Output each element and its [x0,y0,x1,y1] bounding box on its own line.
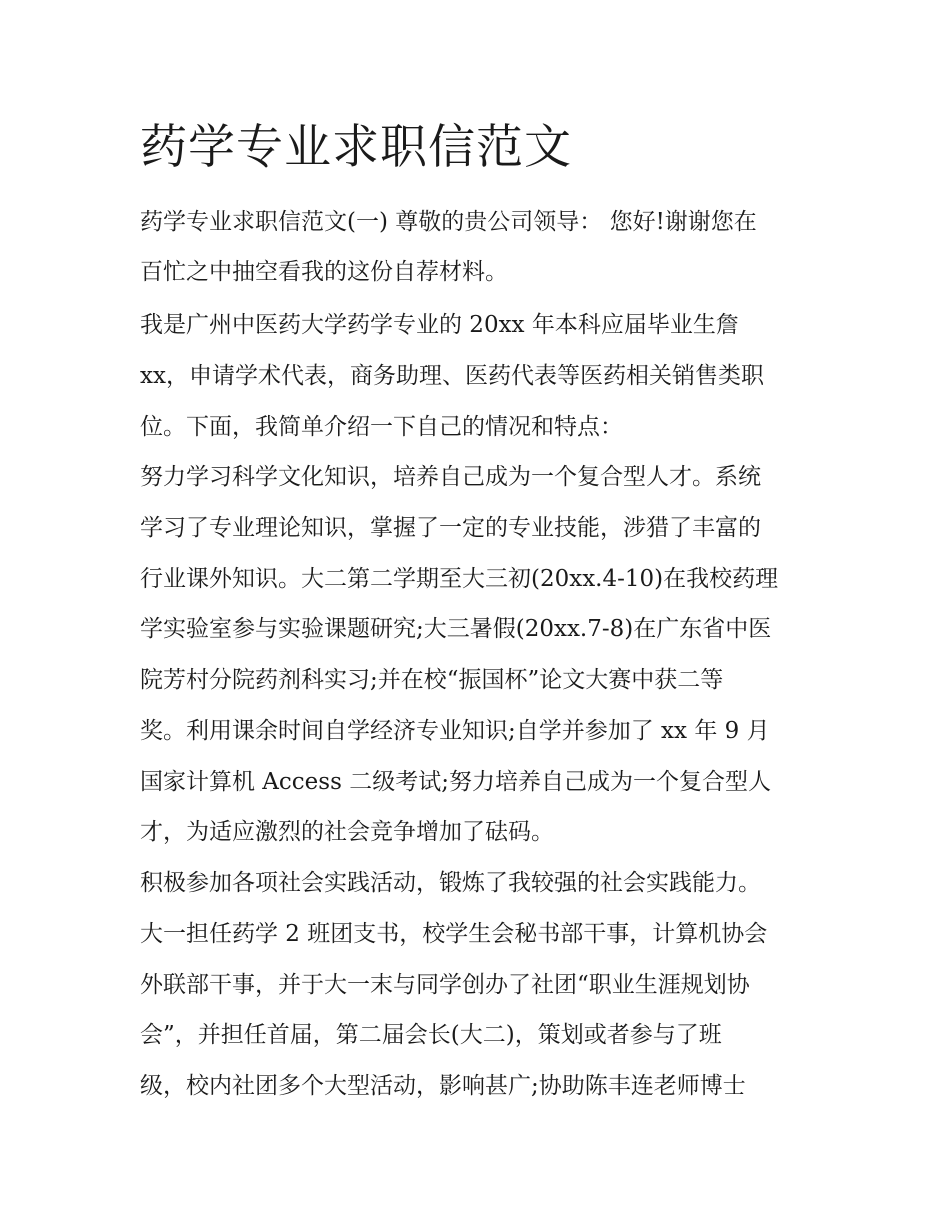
body-line: 百忙之中抽空看我的这份自荐材料。 [140,259,508,285]
body-line: 级，校内社团多个大型活动，影响甚广;协助陈丰连老师博士 [140,1073,746,1099]
body-line: 努力学习科学文化知识，培养自己成为一个复合型人才。系统 [140,464,761,490]
body-line: 我是广州中医药大学药学专业的 20xx 年本科应届毕业生詹 [140,312,739,338]
document-title: 药学专业求职信范文 [140,120,572,175]
body-line: 外联部干事，并于大一末与同学创办了社团“职业生涯规划协 [140,972,750,998]
body-line: 位。下面，我简单介绍一下自己的情况和特点： [140,414,623,440]
body-line: 积极参加各项社会实践活动，锻炼了我较强的社会实践能力。 [140,870,761,896]
body-line: 国家计算机 Access 二级考试;努力培养自己成为一个复合型人 [140,769,771,795]
body-line: xx，申请学术代表，商务助理、医药代表等医药相关销售类职 [140,363,764,389]
body-line: 大一担任药学 2 班团支书，校学生会秘书部干事，计算机协会 [140,921,768,947]
body-line: 行业课外知识。大二第二学期至大三初(20xx.4-10)在我校药理 [140,566,779,592]
body-line: 院芳村分院药剂科实习;并在校“振国杯”论文大赛中获二等 [140,667,724,693]
body-line: 学实验室参与实验课题研究;大三暑假(20xx.7-8)在广东省中医 [140,616,772,642]
body-line: 药学专业求职信范文(一) 尊敬的贵公司领导： 您好!谢谢您在 [140,209,757,235]
body-line: 奖。利用课余时间自学经济专业知识;自学并参加了 xx 年 9 月 [140,718,770,744]
body-line: 学习了专业理论知识，掌握了一定的专业技能，涉猎了丰富的 [140,515,761,541]
body-line: 会”，并担任首届，第二届会长(大二)，策划或者参与了班 [140,1022,722,1048]
body-line: 才，为适应激烈的社会竞争增加了砝码。 [140,819,554,845]
